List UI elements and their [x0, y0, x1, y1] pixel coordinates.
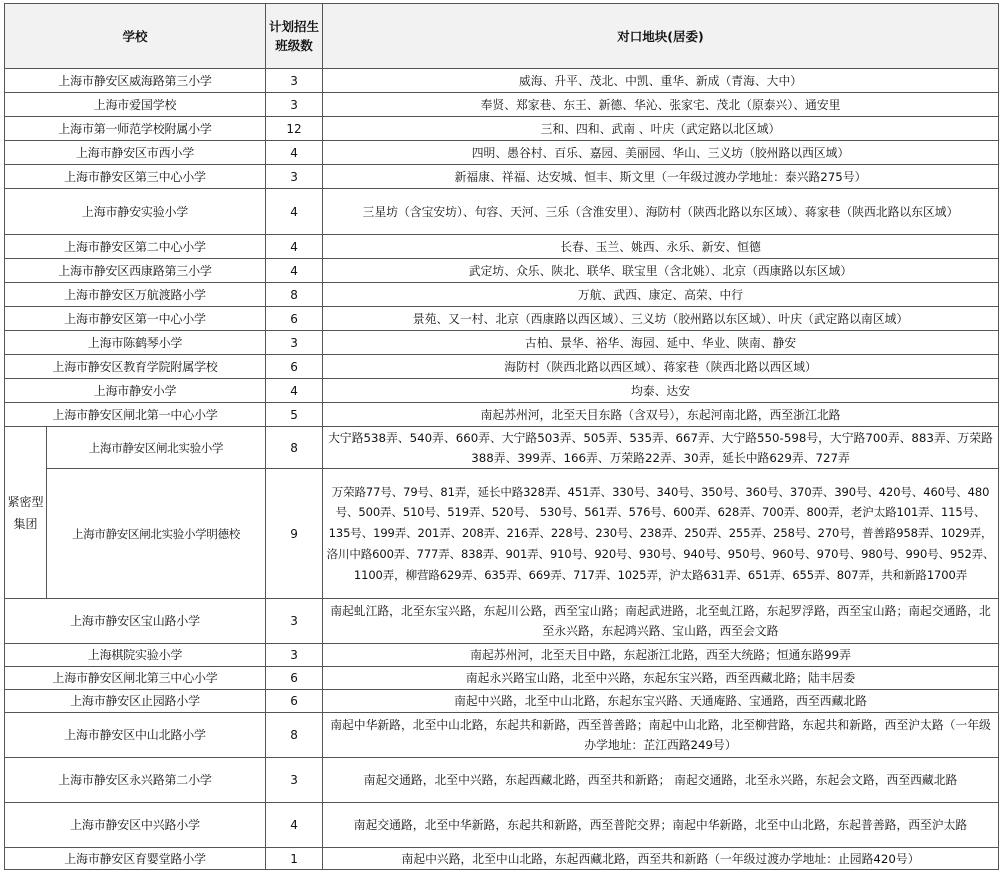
catchment-area: 大宁路538弄、540弄、660弄、大宁路503弄、505弄、535弄、667弄、大宁路550-598号，大宁路700弄、883弄、万荣路388弄、399弄、166弄、万荣路22弄、30弄，延长中路629弄、727弄: [323, 427, 999, 469]
school-name: 上海市静安区第一中心小学: [5, 307, 266, 331]
school-name: 上海市静安区永兴路第二小学: [5, 758, 266, 803]
class-count: 6: [266, 355, 323, 379]
school-name: 上海市静安区中兴路小学: [5, 803, 266, 848]
school-name: 上海棋院实验小学: [5, 644, 266, 667]
school-name: 上海市陈鹤琴小学: [5, 331, 266, 355]
table-row: [5, 331, 999, 355]
class-count: 8: [266, 283, 323, 307]
table-row: [5, 165, 999, 189]
class-count: 1: [266, 848, 323, 870]
catchment-area: 南起苏州河，北至天目中路，东起浙江北路，西至大统路；恒通东路99弄: [323, 644, 999, 667]
header-classes: 计划招生班级数: [266, 4, 323, 69]
header-row: [5, 4, 999, 69]
class-count: 3: [266, 69, 323, 93]
school-name: 上海市静安区第三中心小学: [5, 165, 266, 189]
class-count: 4: [266, 235, 323, 259]
school-name: 上海市静安区育婴堂路小学: [5, 848, 266, 870]
table-row: [5, 379, 999, 403]
table-row: [5, 189, 999, 235]
table-row: [5, 427, 999, 469]
catchment-area: 南起中兴路，北至中山北路，东起西藏北路，西至共和新路（一年级过渡办学地址：止园路420号）: [323, 848, 999, 870]
catchment-area: 武定坊、众乐、陕北、联华、联宝里（含北姚）、北京（西康路以东区域）: [323, 259, 999, 283]
class-count: 4: [266, 141, 323, 165]
class-count: 6: [266, 667, 323, 690]
class-count: 4: [266, 189, 323, 235]
school-name: 上海市静安区万航渡路小学: [5, 283, 266, 307]
catchment-area: 南起中华新路，北至中山北路，东起共和新路，西至普善路；南起中山北路，北至柳营路，东起共和新路，西至沪太路（一年级办学地址：芷江西路249号）: [323, 713, 999, 758]
table-row: [5, 713, 999, 758]
catchment-area: 三星坊（含宝安坊）、句容、天河、三乐（含淮安里）、海防村（陕西北路以东区域）、蒋家巷（陕西北路以东区域）: [323, 189, 999, 235]
table-row: [5, 690, 999, 713]
school-name: 上海市静安区威海路第三小学: [5, 69, 266, 93]
catchment-area: 长春、玉兰、姚西、永乐、新安、恒德: [323, 235, 999, 259]
catchment-area: 南起交通路，北至中华新路，东起共和新路，西至普陀交界；南起中华新路，北至中山北路，东起普善路，西至沪太路: [323, 803, 999, 848]
table-row: [5, 403, 999, 427]
table-row: [5, 307, 999, 331]
table-row: [5, 141, 999, 165]
class-count: 8: [266, 427, 323, 469]
class-count: 3: [266, 331, 323, 355]
class-count: 6: [266, 690, 323, 713]
school-name: 上海市第一师范学校附属小学: [5, 117, 266, 141]
class-count: 3: [266, 758, 323, 803]
school-name: 上海市静安区中山北路小学: [5, 713, 266, 758]
class-count: 3: [266, 93, 323, 117]
class-count: 3: [266, 644, 323, 667]
table-row: [5, 283, 999, 307]
school-name: 上海市爱国学校: [5, 93, 266, 117]
catchment-area: 奉贤、郑家巷、东王、新德、华沁、张家宅、茂北（原泰兴）、通安里: [323, 93, 999, 117]
class-count: 3: [266, 599, 323, 644]
catchment-area: 南起中兴路，北至中山北路，东起东宝兴路、天通庵路、宝通路，西至西藏北路: [323, 690, 999, 713]
header-school: 学校: [5, 4, 266, 69]
table-row: [5, 803, 999, 848]
table-row: [5, 235, 999, 259]
school-name: 上海市静安区闸北实验小学: [47, 427, 266, 469]
table-row: [5, 259, 999, 283]
table-row: [5, 644, 999, 667]
table-row: [5, 93, 999, 117]
table-row: [5, 758, 999, 803]
table-row: [5, 469, 999, 599]
school-name: 上海市静安区教育学院附属学校: [5, 355, 266, 379]
catchment-area: 南起苏州河，北至天目东路（含双号），东起河南北路，西至浙江北路: [323, 403, 999, 427]
catchment-area: 新福康、祥福、达安城、恒丰、斯文里（一年级过渡办学地址：泰兴路275号）: [323, 165, 999, 189]
school-name: 上海市静安区止园路小学: [5, 690, 266, 713]
table-row: [5, 599, 999, 644]
school-name: 上海市静安区闸北第一中心小学: [5, 403, 266, 427]
catchment-area: 均泰、达安: [323, 379, 999, 403]
school-district-table: [4, 3, 999, 870]
catchment-area: 古柏、景华、裕华、海园、延中、华业、陕南、静安: [323, 331, 999, 355]
header-area: 对口地块(居委): [323, 4, 999, 69]
catchment-area: 三和、四和、武南 、叶庆（武定路以北区域）: [323, 117, 999, 141]
catchment-area: 万航、武西、康定、高荣、中行: [323, 283, 999, 307]
catchment-area: 威海、升平、茂北、中凯、重华、新成（青海、大中）: [323, 69, 999, 93]
catchment-area: 四明、愚谷村、百乐、嘉园、美丽园、华山、三义坊（胶州路以西区域）: [323, 141, 999, 165]
class-count: 9: [266, 469, 323, 599]
school-name: 上海市静安小学: [5, 379, 266, 403]
class-count: 4: [266, 259, 323, 283]
group-label: 紧密型集团: [5, 427, 47, 599]
catchment-area: 景苑、又一村、北京（西康路以西区域）、三义坊（胶州路以东区域）、叶庆（武定路以南区域）: [323, 307, 999, 331]
catchment-area: 南起虬江路，北至东宝兴路，东起川公路，西至宝山路；南起武进路，北至虬江路，东起罗浮路，西至宝山路；南起交通路，北至永兴路，东起鸿兴路、宝山路，西至会文路: [323, 599, 999, 644]
class-count: 3: [266, 165, 323, 189]
school-name: 上海市静安区西康路第三小学: [5, 259, 266, 283]
table-row: [5, 848, 999, 870]
class-count: 6: [266, 307, 323, 331]
catchment-area: 南起交通路，北至中兴路，东起西藏北路，西至共和新路； 南起交通路，北至永兴路，东起会文路，西至西藏北路: [323, 758, 999, 803]
table-row: [5, 117, 999, 141]
school-name: 上海市静安实验小学: [5, 189, 266, 235]
school-name: 上海市静安区第二中心小学: [5, 235, 266, 259]
class-count: 12: [266, 117, 323, 141]
class-count: 8: [266, 713, 323, 758]
table-row: [5, 667, 999, 690]
class-count: 4: [266, 803, 323, 848]
school-name: 上海市静安区闸北实验小学明德校: [47, 469, 266, 599]
table-row: [5, 69, 999, 93]
table-row: [5, 355, 999, 379]
school-name: 上海市静安区闸北第三中心小学: [5, 667, 266, 690]
catchment-area: 万荣路77号、79号、81弄，延长中路328弄、451弄、330号、340号、350号、360号、370弄、390号、420号、460号、480号、500弄、510号、519弄、520号、 530号、561弄、576号、600弄、628弄、700弄、800弄，老沪太路101弄、115号、135号、199弄、201弄、208弄、216弄、228号、230号、238弄、250弄、255弄、258号、270号，普善路958弄、1029弄，洛川中路600弄、777弄、838弄、901弄、910号、920号、930号、940号、950号、960号、970号、980号、990号、952弄、1100弄，柳营路629弄、635弄、669弄、717弄、1025弄，沪太路631弄、651弄、655弄、807弄，共和新路1700弄: [323, 469, 999, 599]
catchment-area: 南起永兴路宝山路，北至中兴路，东起东宝兴路，西至西藏北路；陆丰居委: [323, 667, 999, 690]
class-count: 4: [266, 379, 323, 403]
catchment-area: 海防村（陕西北路以西区域）、蒋家巷（陕西北路以西区域）: [323, 355, 999, 379]
class-count: 5: [266, 403, 323, 427]
school-name: 上海市静安区市西小学: [5, 141, 266, 165]
school-name: 上海市静安区宝山路小学: [5, 599, 266, 644]
